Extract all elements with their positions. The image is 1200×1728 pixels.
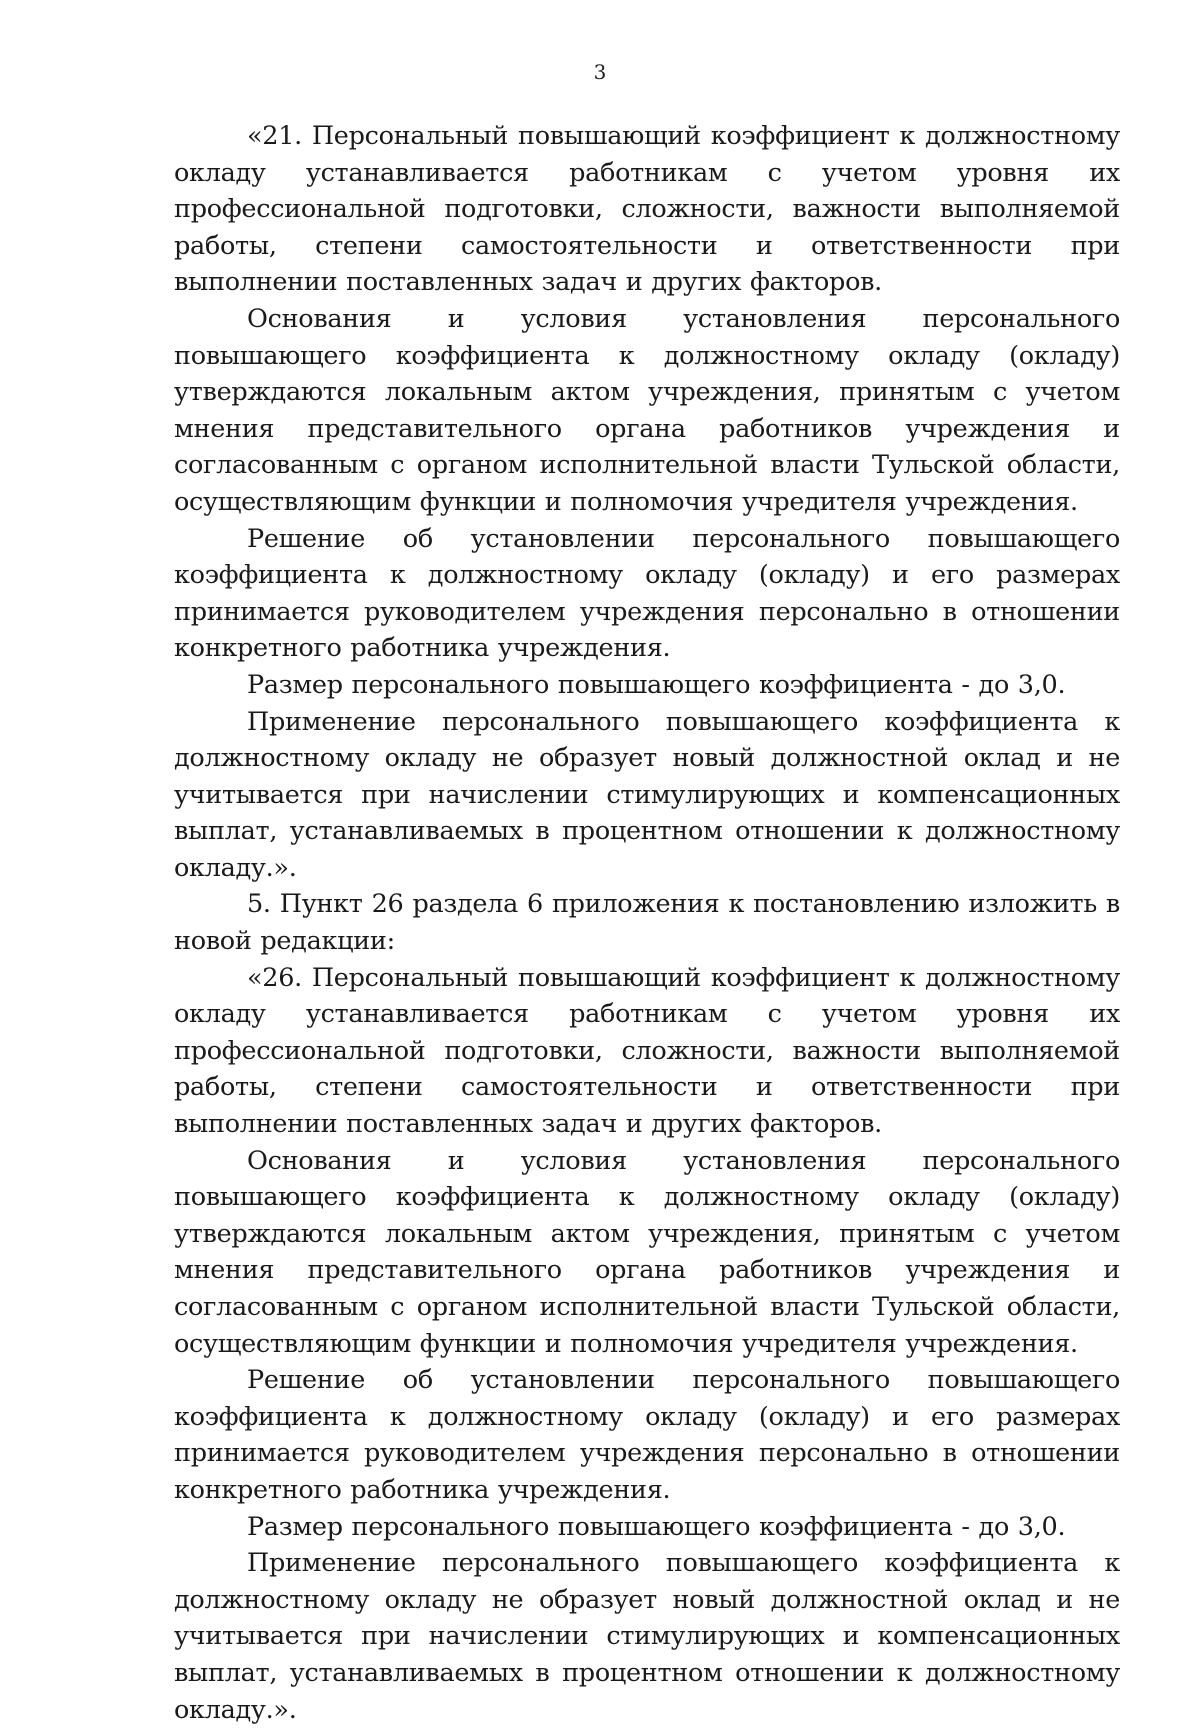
paragraph-21-main: «21. Персональный повышающий коэффициент к должностному окладу устанавливается работникам с учетом уровня их профессиональной подготовки, сложности, важности выполняемой работы, степени самостоятельности и ответственности при выполнении поставленных задач и других факторов. (174, 121, 1120, 298)
document-body (174, 118, 1120, 1728)
paragraph-21-application: Применение персонального повышающего коэффициента к должностному окладу не образует новый должностной оклад и не учитывается при начислении стимулирующих и компенсационных выплат, устанавливаемых в процентном отношении к должностному окладу.». (174, 706, 1120, 883)
paragraph-21-size: Размер персонального повышающего коэффициента - до 3,0. (247, 669, 1066, 700)
paragraph-26-main: «26. Персональный повышающий коэффициент к должностному окладу устанавливается работникам с учетом уровня их профессиональной подготовки, сложности, важности выполняемой работы, степени самостоятельности и ответственности при выполнении поставленных задач и других факторов. (174, 962, 1120, 1140)
paragraph-amendment-5: 5. Пункт 26 раздела 6 приложения к постановлению изложить в новой редакции: (174, 889, 1120, 957)
paragraph-21-decision: Решение об установлении персонального повышающего коэффициента к должностному окладу (окладу) и его размерах принимается руководителем учреждения персонально в отношении конкретного работника учреждения. (174, 523, 1120, 664)
paragraph-26-size: Размер персонального повышающего коэффициента - до 3,0. (247, 1511, 1066, 1542)
paragraph-26-decision: Решение об установлении персонального повышающего коэффициента к должностному окладу (окладу) и его размерах принимается руководителем учреждения персонально в отношении конкретного работника учреждения. (174, 1365, 1120, 1505)
paragraph-21-grounds: Основания и условия установления персонального повышающего коэффициента к должностному окладу (окладу) утверждаются локальным актом учреждения, принятым с учетом мнения представительного органа работников учреждения и согласованным с органом исполнительной власти Тульской области, осуществляющим функции и полномочия учредителя учреждения. (174, 303, 1120, 517)
paragraph-26-application: Применение персонального повышающего коэффициента к должностному окладу не образует новый должностной оклад и не учитывается при начислении стимулирующих и компенсационных выплат, устанавливаемых в процентном отношении к должностному окладу.». (174, 1548, 1120, 1725)
paragraph-26-grounds: Основания и условия установления персонального повышающего коэффициента к должностному окладу (окладу) утверждаются локальным актом учреждения, принятым с учетом мнения представительного органа работников учреждения и согласованным с органом исполнительной власти Тульской области, осуществляющим функции и полномочия учредителя учреждения. (174, 1145, 1120, 1359)
page-number: 3 (593, 60, 607, 84)
